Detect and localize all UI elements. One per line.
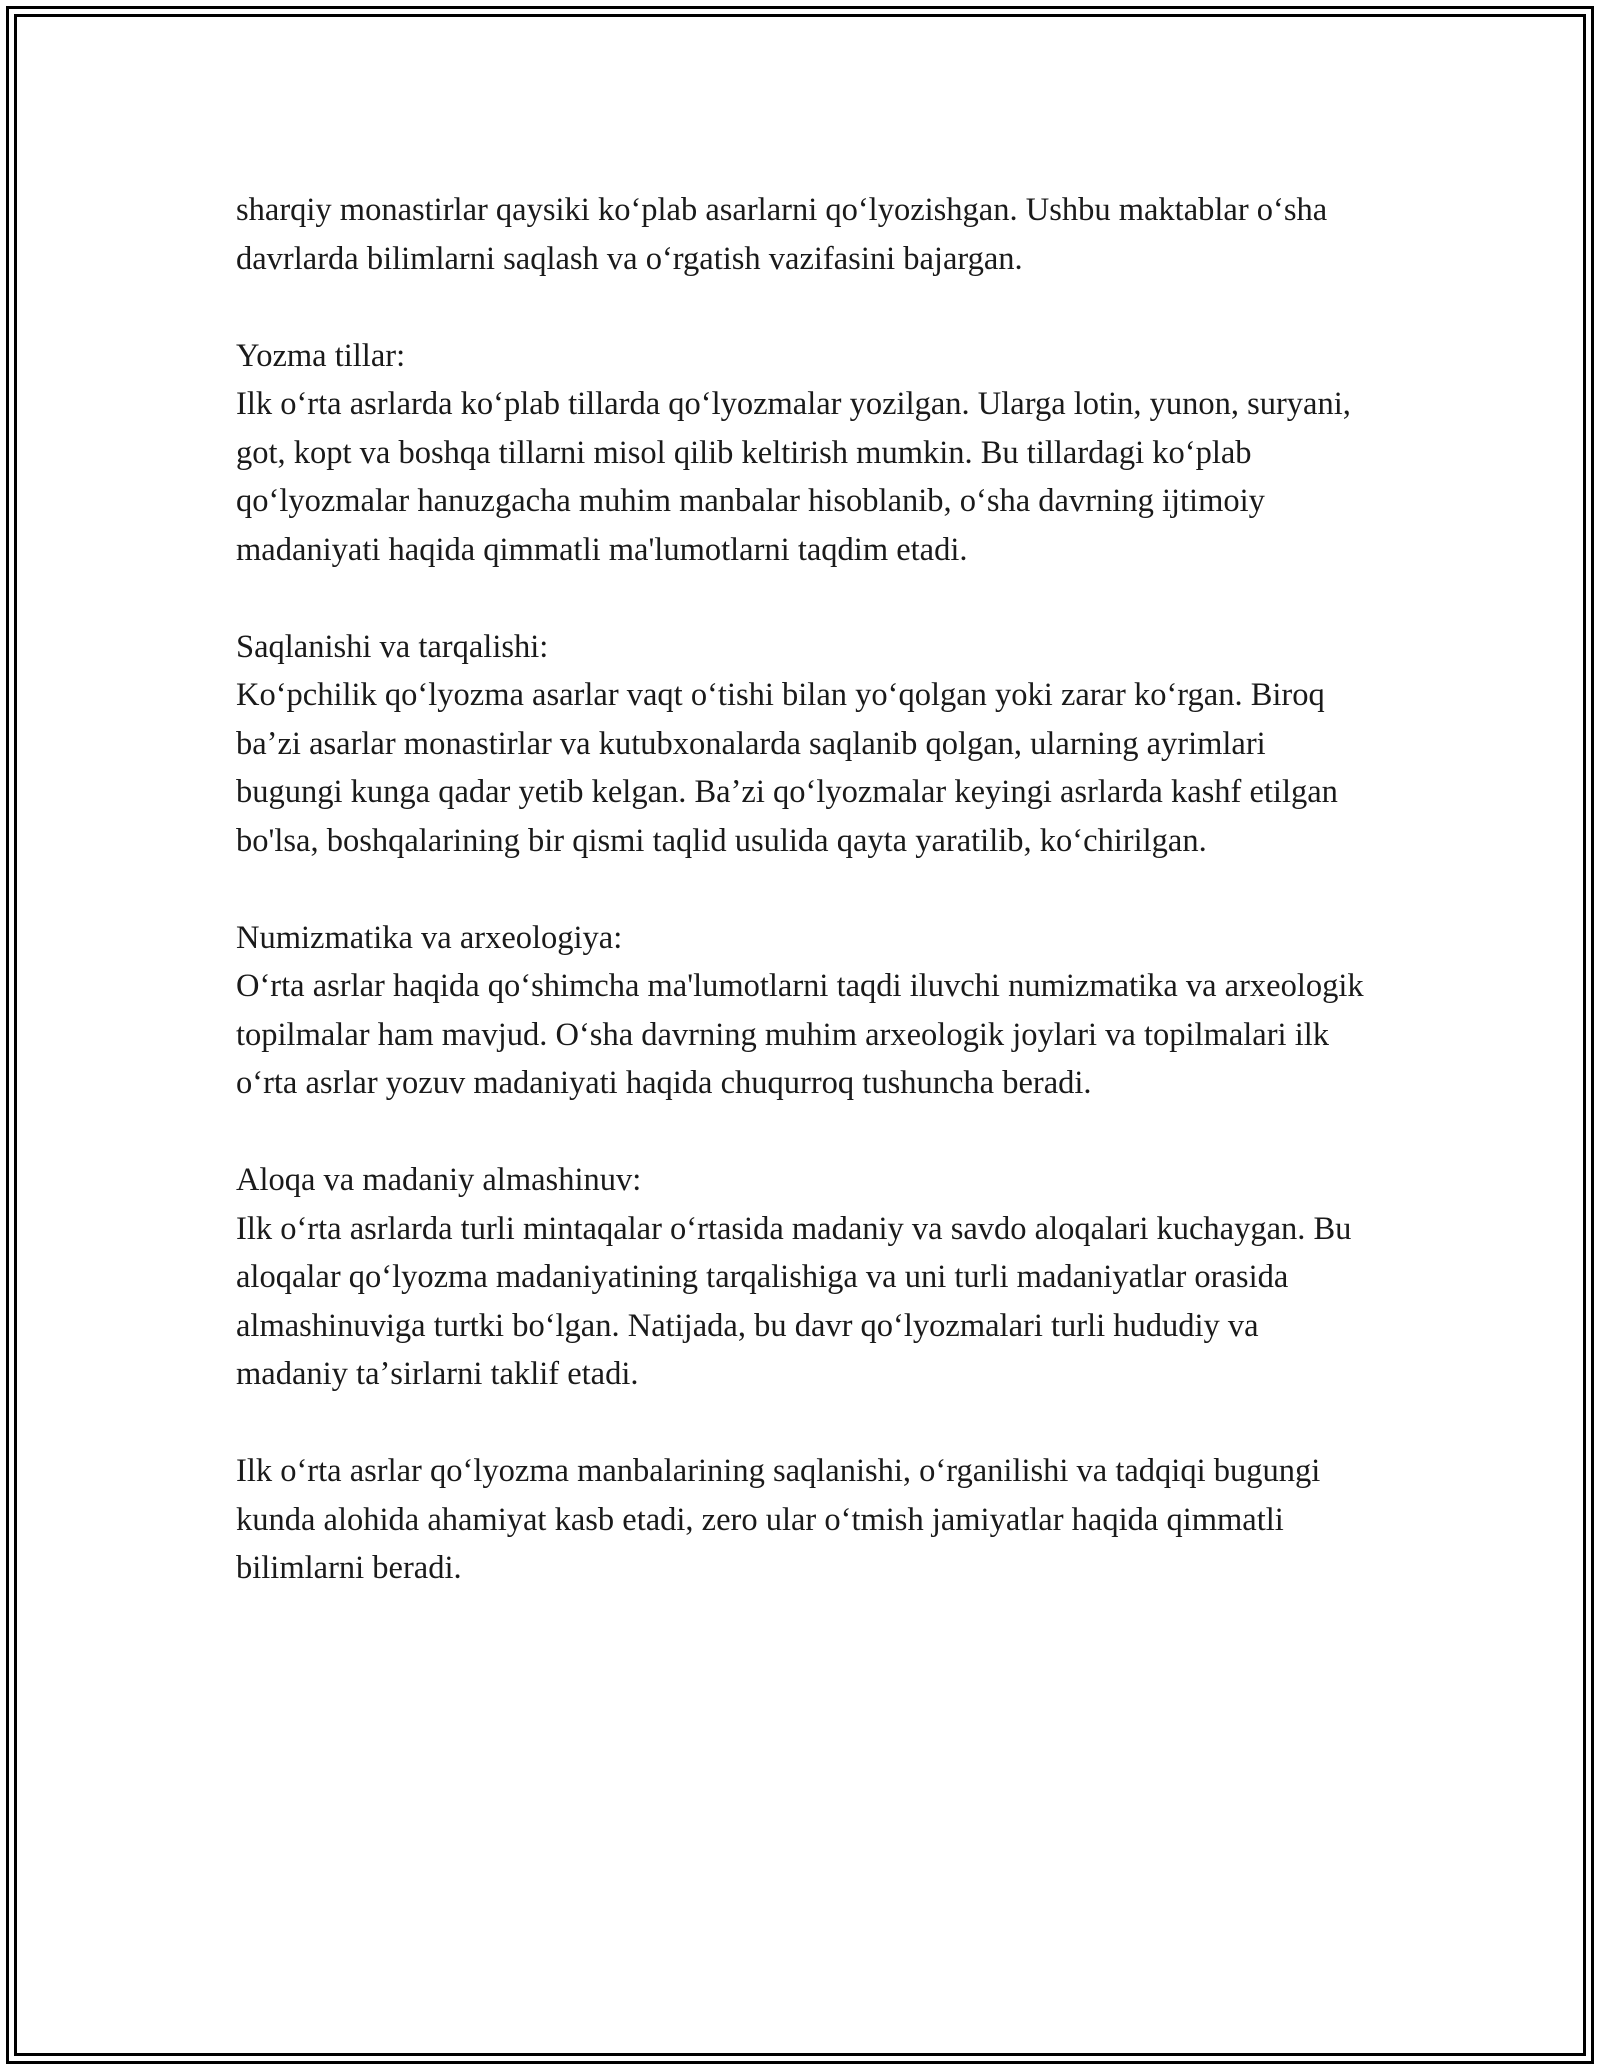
section-text: Ilk oʻrta asrlarda turli mintaqalar oʻrtasida madaniy va savdo aloqalari kuchaygan. Bu aloqalar qoʻlyozma madaniyatining tarqalishiga va uni turli madaniyatlar orasida almashinuviga turtki boʻlgan. Natijada, bu davr qoʻlyozmalari turli hududiy va madaniy taʼsirlarni taklif etadi. bbox=[236, 1210, 1352, 1392]
intro-paragraph bbox=[236, 186, 1366, 283]
section-written-languages bbox=[236, 332, 1366, 575]
conclusion-text: Ilk oʻrta asrlar qoʻlyozma manbalarining saqlanishi, oʻrganilishi va tadqiqi bugungi kunda alohida ahamiyat kasb etadi, zero ular oʻtmish jamiyatlar haqida qimmatli bilimlarni beradi. bbox=[236, 1453, 1321, 1586]
document-body bbox=[236, 186, 1366, 1641]
section-cultural-exchange bbox=[236, 1156, 1366, 1399]
section-heading: Numizmatika va arxeologiya: bbox=[236, 919, 623, 956]
section-text: Koʻpchilik qoʻlyozma asarlar vaqt oʻtishi bilan yoʻqolgan yoki zarar koʻrgan. Biroq baʼzi asarlar monastirlar va kutubxonalarda saqlanib qolgan, ularning ayrimlari bugungi kunga qadar yetib kelgan. Baʼzi qoʻlyozmalar keyingi asrlarda kashf etilgan bo'lsa, boshqalarining bir qismi taqlid usulida qayta yaratilib, koʻchirilgan. bbox=[236, 677, 1338, 859]
section-numismatics bbox=[236, 914, 1366, 1108]
intro-text: sharqiy monastirlar qaysiki koʻplab asarlarni qoʻlyozishgan. Ushbu maktablar oʻsha davrlarda bilimlarni saqlash va oʻrgatish vazifasini bajargan. bbox=[236, 192, 1328, 277]
section-heading: Saqlanishi va tarqalishi: bbox=[236, 628, 549, 665]
section-heading: Yozma tillar: bbox=[236, 337, 406, 374]
conclusion-paragraph bbox=[236, 1447, 1366, 1593]
section-heading: Aloqa va madaniy almashinuv: bbox=[236, 1162, 642, 1198]
section-preservation bbox=[236, 623, 1366, 866]
section-text: Ilk oʻrta asrlarda koʻplab tillarda qoʻlyozmalar yozilgan. Ularga lotin, yunon, suryani, got, kopt va boshqa tillarni misol qilib keltirish mumkin. Bu tillardagi koʻplab qoʻlyozmalar hanuzgacha muhim manbalar hisoblanib, oʻsha davrning ijtimoiy madaniyati haqida qimmatli ma'lumotlarni taqdim etadi. bbox=[236, 386, 1351, 568]
section-text: Oʻrta asrlar haqida qoʻshimcha ma'lumotlarni taqdi iluvchi numizmatika va arxeologik topilmalar ham mavjud. Oʻsha davrning muhim arxeologik joylari va topilmalari ilk oʻrta asrlar yozuv madaniyati haqida chuqurroq tushuncha beradi. bbox=[236, 968, 1364, 1101]
